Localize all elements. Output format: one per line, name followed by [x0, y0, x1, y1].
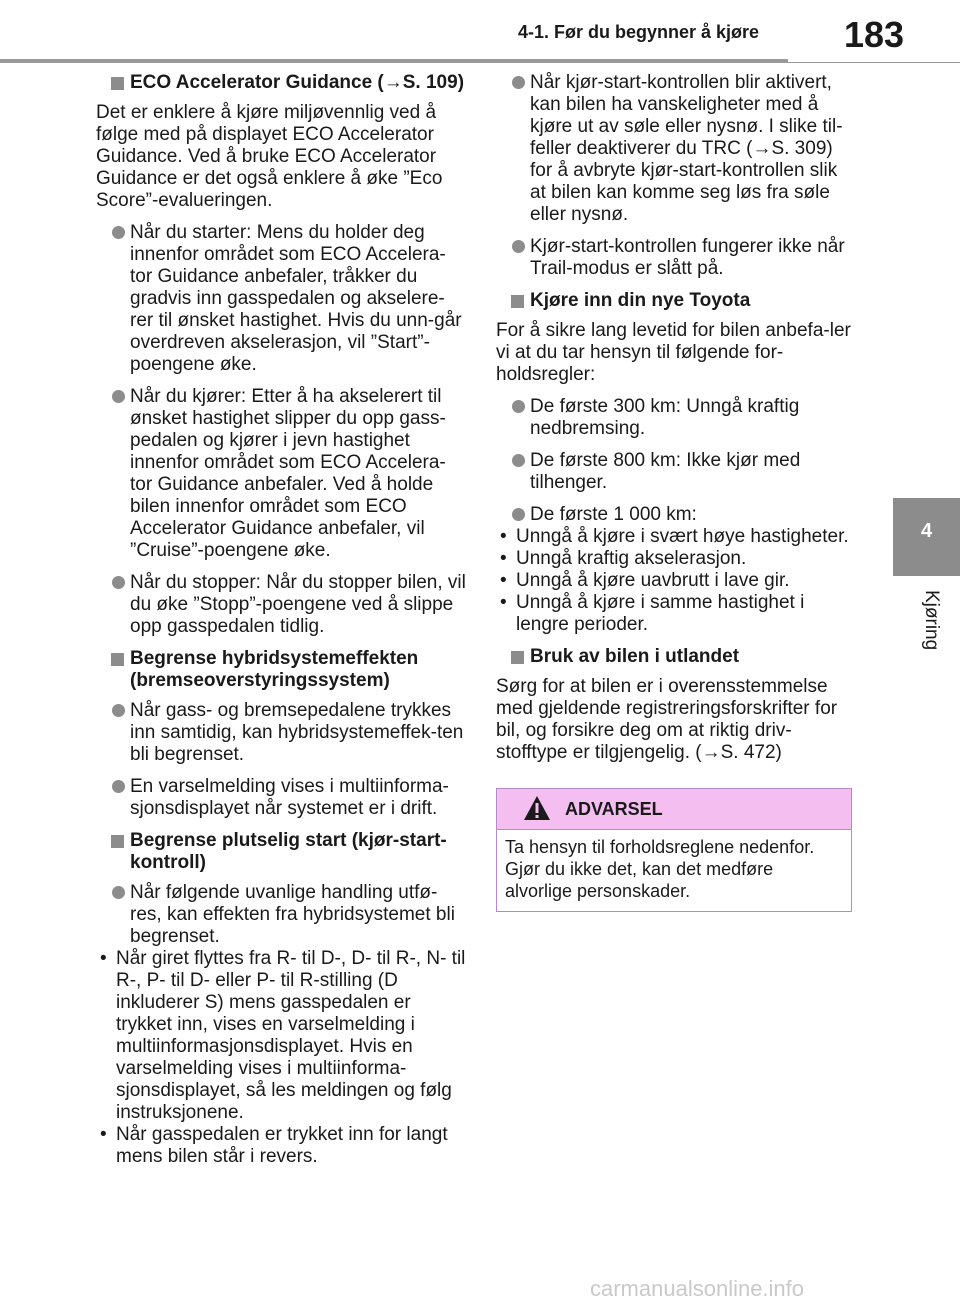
page-header [0, 0, 960, 60]
circle-bullet-icon [512, 454, 525, 467]
circle-bullet-icon [112, 226, 125, 239]
circle-bullet-icon [112, 886, 125, 899]
list-item: De første 1 000 km: [496, 504, 854, 526]
dash-list [496, 526, 854, 636]
list-item: Når følgende uvanlige handling utfø-res, kan effekten fra hybridsystemet bli begrenset. [96, 882, 466, 948]
section-body: Det er enklere å kjøre miljøvennlig ved å følge med på displayet ECO Accelerator Guidance. Ved å bruke ECO Accelerator Guidance er det også enklere å øke ”Eco Score”-evalueringen. [96, 102, 443, 211]
list-item: En varselmelding vises i multiinforma-sjonsdisplayet når systemet er i drift. [96, 776, 466, 820]
circle-bullet-icon [112, 576, 125, 589]
square-bullet-icon [111, 77, 124, 90]
square-bullet-icon [511, 295, 524, 308]
warning-triangle-icon [523, 795, 551, 821]
dash-item: • Når giret flyttes fra R- til D-, D- til R-, N- til R-, P- til D- eller P- til R-stilling (D inkluderer S) mens gasspedalen er trykket inn, vises en varselmelding i multiinformasjonsdisplayet. Hvis en varselmelding vises i multiinforma-sjonsdisplayet, så les meldingen og følg instruksjonene. [100, 948, 466, 1123]
section-body: For å sikre lang levetid for bilen anbefa-ler vi at du tar hensyn til følgende for-holdsregler: [496, 320, 851, 385]
list-item: Når du kjører: Etter å ha akselerert til ønsket hastighet slipper du opp gass-pedalen og kjører i jevn hastighet innenfor området som ECO Accelera-tor Guidance anbefaler. Ved å holde bilen innenfor området som ECO Accelerator Guidance anbefaler, vil ”Cruise”-poengene øke. [96, 386, 466, 562]
dash-item: • Unngå å kjøre uavbrutt i lave gir. [500, 570, 790, 591]
dash-list [96, 948, 466, 1168]
page-number-box [788, 6, 960, 62]
square-bullet-icon [111, 835, 124, 848]
right-column [496, 72, 854, 774]
dash-item: • Når gasspedalen er trykket inn for langt mens bilen står i revers. [100, 1124, 448, 1167]
circle-bullet-icon [512, 240, 525, 253]
circle-bullet-icon [512, 508, 525, 521]
section-heading: Begrense hybridsystemeffekten (bremseoverstyringssystem) [96, 648, 466, 692]
warning-title: ADVARSEL [565, 799, 663, 819]
watermark: carmanualsonline.info [590, 1276, 805, 1301]
list-item: Når kjør-start-kontrollen blir aktivert, kan bilen ha vanskeligheter med å kjøre ut av søle eller nysnø. I slike til-feller deaktiverer du TRC (→S. 309) for å avbryte kjør-start-kontrollen slik at bilen kan komme seg løs fra søle eller nysnø. [496, 72, 854, 226]
square-bullet-icon [111, 653, 124, 666]
circle-bullet-icon [112, 390, 125, 403]
left-column [96, 72, 466, 1168]
chapter-tab [893, 498, 960, 576]
list-item: Når gass- og bremsepedalene trykkes inn samtidig, kan hybridsystemeffek-ten bli begrenset. [96, 700, 466, 766]
list-item: De første 800 km: Ikke kjør med tilhenger. [496, 450, 854, 494]
section-heading: Begrense plutselig start (kjør-start-kontroll) [96, 830, 466, 874]
warning-box [496, 788, 852, 912]
section-heading: ECO Accelerator Guidance (→S. 109) [96, 72, 466, 94]
chapter-label: Kjøring [921, 590, 942, 651]
warning-header [497, 789, 851, 830]
chapter-number: 4 [920, 520, 933, 542]
dash-item: • Unngå kraftig akselerasjon. [500, 548, 747, 569]
circle-bullet-icon [112, 704, 125, 717]
dash-item: • Unngå å kjøre i svært høye hastigheter. [500, 526, 849, 547]
circle-bullet-icon [512, 400, 525, 413]
square-bullet-icon [511, 651, 524, 664]
circle-bullet-icon [512, 76, 525, 89]
list-item: De første 300 km: Unngå kraftig nedbremsing. [496, 396, 854, 440]
chapter-title: 4-1. Før du begynner å kjøre [518, 22, 760, 42]
dash-item: • Unngå å kjøre i samme hastighet i lengre perioder. [500, 592, 805, 635]
section-heading: Bruk av bilen i utlandet [496, 646, 854, 668]
section-body: Sørg for at bilen er i overensstemmelse med gjeldende registreringsforskrifter for bil, og forsikre deg om at riktig driv-stofftype er tilgjengelig. (→S. 472) [496, 676, 838, 763]
list-item: Kjør-start-kontrollen fungerer ikke når Trail-modus er slått på. [496, 236, 854, 280]
section-heading: Kjøre inn din nye Toyota [496, 290, 854, 312]
circle-bullet-icon [112, 780, 125, 793]
list-item: Når du stopper: Når du stopper bilen, vil du øke ”Stopp”-poengene ved å slippe opp gasspedalen tidlig. [96, 572, 466, 638]
warning-body: Ta hensyn til forholdsreglene nedenfor. Gjør du ikke det, kan det medføre alvorlige personskader. [505, 837, 815, 901]
page-number: 183 [843, 14, 905, 55]
list-item: Når du starter: Mens du holder deg innenfor området som ECO Accelera-tor Guidance anbefaler, tråkker du gradvis inn gasspedalen og akselere-rer til ønsket hastighet. Hvis du unn-går overdreven akselerasjon, vil ”Start”-poengene øke. [96, 222, 466, 376]
